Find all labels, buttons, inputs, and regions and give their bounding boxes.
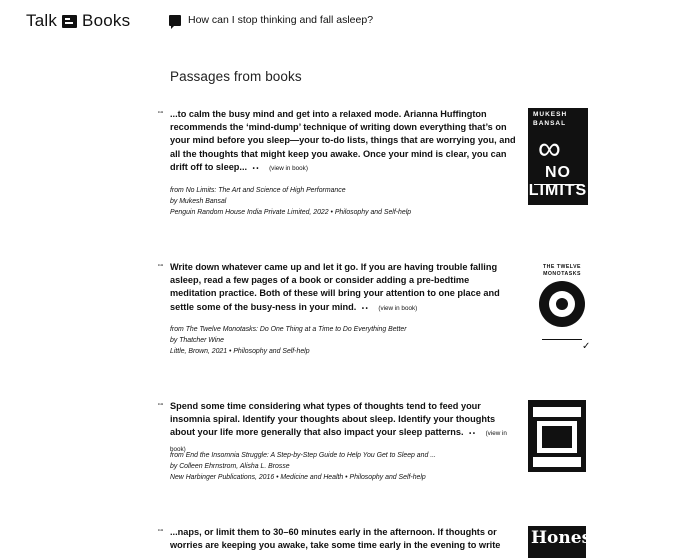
quote-icon: ““ [158,263,164,272]
section-title: Passages from books [170,69,302,84]
quote-icon: ““ [158,110,164,119]
book-title-link[interactable]: from The Twelve Monotasks: Do One Thing at a Time to Do Everything Better [170,326,407,333]
passage-text: ...to calm the busy mind and get into a relaxed mode. Arianna Huffington recommends the ‘mind-dump’ technique of writing down everything that’s on your mind before you sleep—your to-do lists, things that are worrying you, and all the thoughts that might keep you awake. Once your mind is clear, you can drift off to sleep... [170,109,516,172]
book-cover[interactable] [528,108,588,205]
book-title-link[interactable]: from No Limits: The Art and Science of High Performance [170,187,346,194]
search-query[interactable] [169,14,373,26]
logo-word-talk: Talk [26,11,58,30]
book-meta [170,325,407,357]
more-dots-icon: • • [252,165,259,172]
view-in-book-link[interactable]: (view in book) [170,430,507,453]
book-cover[interactable] [528,400,586,472]
cover-author-line2: BANSAL [533,120,567,127]
book-meta [170,186,411,218]
quote-icon: ““ [158,528,164,537]
chat-bubble-icon [62,15,77,28]
view-in-book-link[interactable]: (view in book) [269,164,308,172]
book-publisher: Little, Brown, 2021 • Philosophy and Self-help [170,347,310,355]
passage-card [158,108,598,218]
book-publisher: New Harbinger Publications, 2016 • Medicine and Health • Philosophy and Self-help [170,473,426,481]
passage-card [158,400,598,490]
book-cover[interactable] [528,526,599,558]
book-author: by Colleen Ehrnstrom, Alisha L. Brosse [170,462,290,470]
book-meta [170,451,436,483]
cover-author-line1: MUKESH [533,111,568,118]
infinity-icon: ∞ [538,130,561,166]
cover-title: Honest [531,528,599,548]
book-cover[interactable] [532,261,592,356]
talk-to-books-logo[interactable] [26,11,130,31]
book-author: by Thatcher Wine [170,336,224,344]
question-bubble-icon [169,15,181,26]
view-in-book-link[interactable]: (view in book) [378,304,418,312]
passage-card [158,526,598,549]
more-dots-icon: • • [361,305,368,312]
cover-divider [534,184,582,190]
passage-text: Spend some time considering what types of thoughts tend to feed your insomnia spiral. Identify your thoughts about sleep. Identify your thoughts about your life more generally that also impact your sleep patterns. [170,401,496,438]
logo-word-books: Books [82,11,131,30]
book-author: by Mukesh Bansal [170,197,227,205]
passage-text: ...naps, or limit them to 30–60 minutes early in the afternoon. If thoughts or worries are keeping you awake, take some time early in the evening to write [170,527,501,551]
book-publisher: Penguin Random House India Private Limited, 2022 • Philosophy and Self-help [170,208,412,216]
cover-title: THE TWELVE MONOTASKS [542,264,582,277]
checkmark-icon: ✓ [582,341,591,352]
query-text: How can I stop thinking and fall asleep? [188,14,374,26]
more-dots-icon: • • [469,431,476,438]
passage-card [158,261,598,361]
cover-title: NO LIMITS [528,164,588,199]
passage-text: Write down whatever came up and let it go. If you are having trouble falling asleep, read a few pages of a book or consider adding a pre-bedtime meditation practice. Both of these will bring your attention to one place and settle some of the busy-ness in your mind. [170,262,500,312]
book-title-link[interactable]: from End the Insomnia Struggle: A Step-by-Step Guide to Help You Get to Sleep and ... [170,452,436,459]
quote-icon: ““ [158,402,164,411]
cover-divider [542,339,582,340]
